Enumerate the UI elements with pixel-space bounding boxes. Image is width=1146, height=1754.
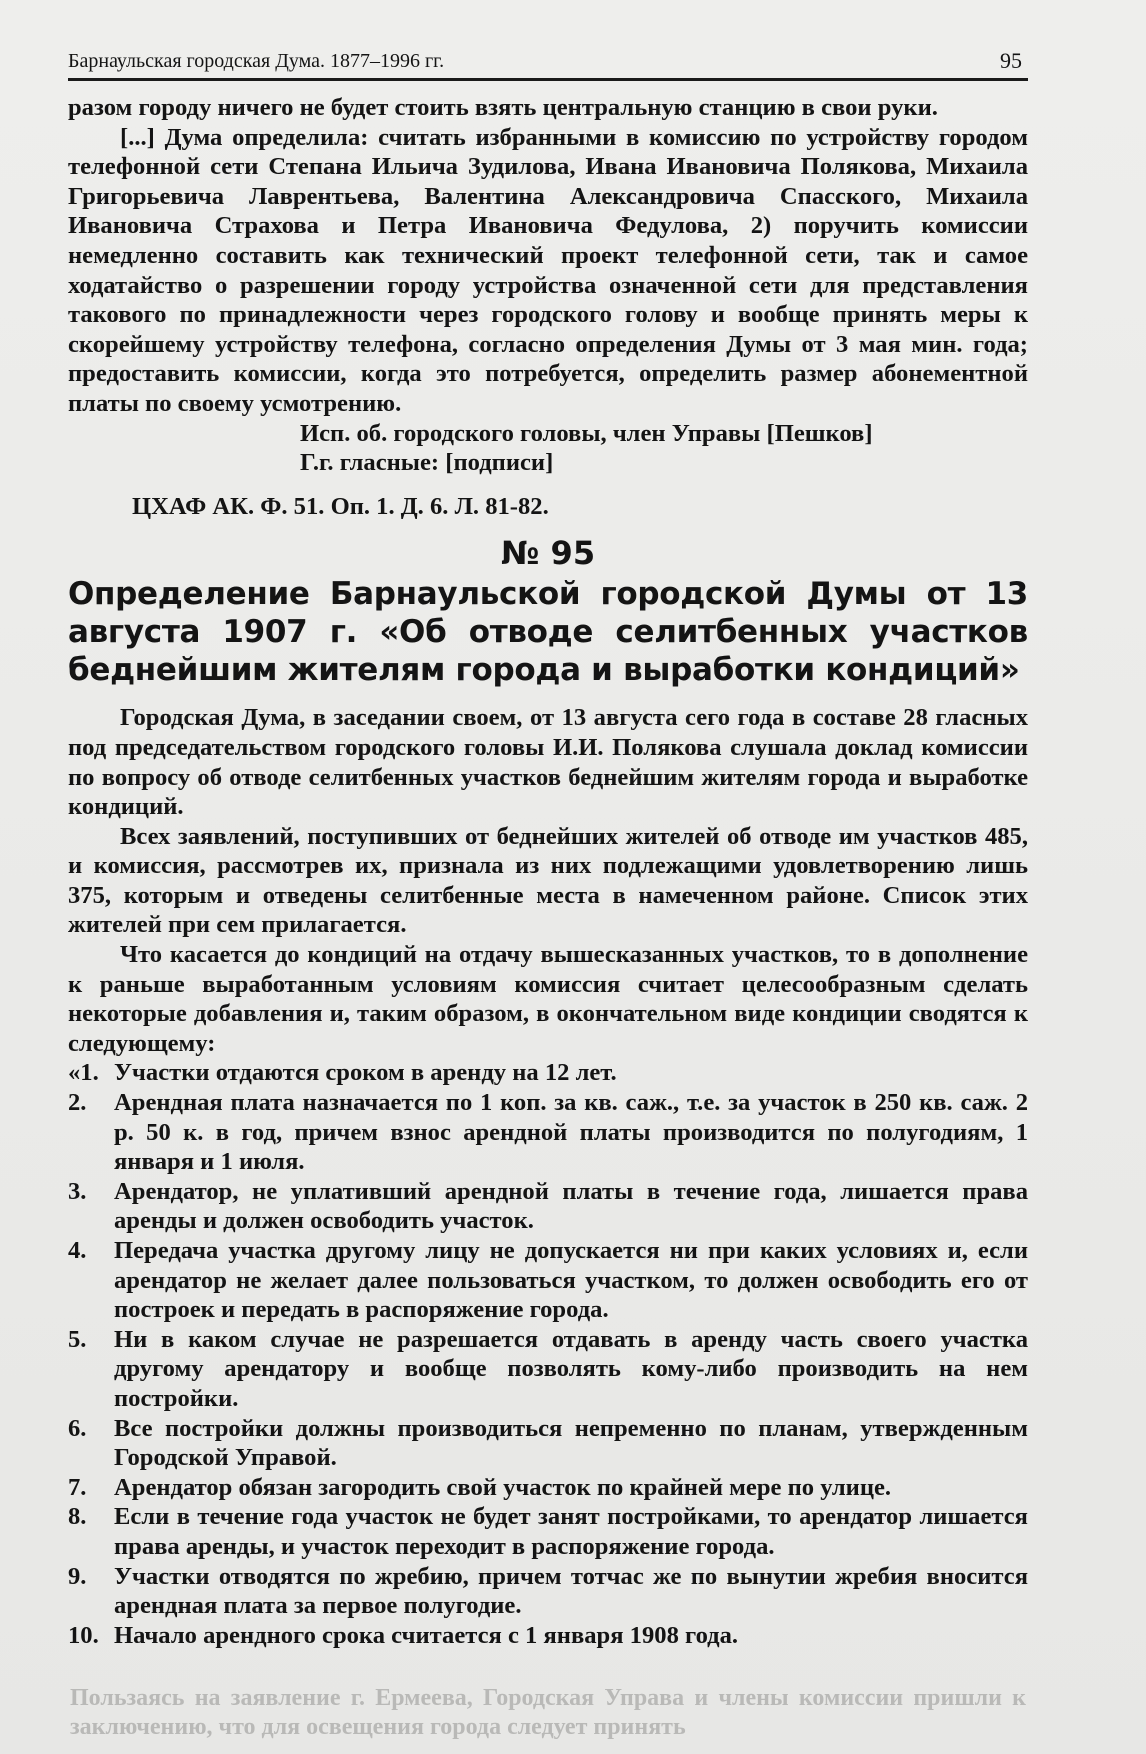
running-title: Барнаульская городская Дума. 1877–1996 гг.	[68, 50, 445, 72]
condition-number: 10.	[68, 1621, 99, 1649]
signature-councillors: Г.г. гласные: [подписи]	[300, 449, 554, 477]
condition-item	[68, 1088, 1028, 1177]
condition-item	[68, 1414, 1028, 1473]
condition-text: Если в течение года участок не будет занят постройками, то арендатор лишается права аренды, и участок переходит в распоряжение города.	[114, 1503, 1028, 1560]
archive-reference: ЦХАФ АК. Ф. 51. Оп. 1. Д. 6. Л. 81-82.	[132, 492, 549, 520]
condition-number: 7.	[68, 1473, 87, 1501]
condition-number: 4.	[68, 1237, 87, 1264]
body-paragraph-2: Всех заявлений, поступивших от беднейших жителей об отводе им участков 485, и комиссия, рассмотрев их, признала из них подлежащими удовлетворению лишь 375, которым и отведены селитбенные места в намеченном районе. Список этих жителей при сем прилагается.	[68, 822, 1028, 939]
condition-item	[68, 1058, 1028, 1088]
condition-item	[68, 1621, 1028, 1651]
page-body	[68, 93, 1028, 1650]
condition-item	[68, 1177, 1028, 1236]
bleed-through-text: Пользаясь на заявление г. Ермеева, Городская Управа и члены комиссии пришли к заключению, что для освещения города следует принять	[70, 1685, 1026, 1740]
condition-item	[68, 1502, 1028, 1561]
condition-text: Арендатор обязан загородить свой участок по крайней мере по улице.	[114, 1473, 892, 1501]
condition-number: 6.	[68, 1414, 87, 1442]
condition-text: Арендная плата назначается по 1 коп. за кв. саж., т.е. за участок в 250 кв. саж. 2 р. 50 к. в год, причем взнос арендной платы производится по полугодиям, 1 января и 1 июля.	[114, 1089, 1028, 1176]
condition-number: 3.	[68, 1177, 87, 1205]
signature-acting-head: Исп. об. городского головы, член Управы [Пешков]	[300, 419, 873, 447]
condition-item	[68, 1236, 1028, 1325]
condition-text: Ни в каком случае не разрешается отдавать в аренду часть своего участка другому арендатору и вообще позволять кому-либо производить на нем постройки.	[114, 1325, 1028, 1412]
condition-item	[68, 1325, 1028, 1414]
document-title: Определение Барнаульской городской Думы от 13 августа 1907 г. «Об отводе селитбенных участков беднейшим жителям города и выработки кондиций»	[68, 576, 1028, 689]
condition-text: Участки отводятся по жребию, причем тотчас же по вынутии жребия вносится арендная плата за первое полугодие.	[114, 1562, 1028, 1620]
condition-number: «1.	[68, 1059, 99, 1087]
condition-item	[68, 1473, 1028, 1503]
document-number: № 95	[500, 534, 596, 573]
continued-paragraph: разом городу ничего не будет стоить взять центральную станцию в свои руки.	[68, 94, 938, 121]
condition-number: 2.	[68, 1089, 87, 1117]
condition-item	[68, 1562, 1028, 1621]
duma-resolution-paragraph: [...] Дума определила: считать избранными в комиссию по устройству городом телефонной сети Степана Ильича Зудилова, Ивана Ивановича Полякова, Михаила Григорьевича Лаврентьева, Валентина Александровича Спасского, Михаила Ивановича Страхова и Петра Ивановича Федулова, 2) поручить комиссии немедленно составить как технический проект телефонной сети, так и самое ходатайство о разрешении городу устройства означенной сети для представления такового по принадлежности через городского голову и вообще принять меры к скорейшему устройству телефона, согласно определения Думы от 3 мая мин. года; предоставить комиссии, когда это потребуется, определить размер абонементной платы по своему усмотрению.	[68, 123, 1028, 417]
body-paragraph-3: Что касается до кондиций на отдачу вышесказанных участков, то в дополнение к раньше выработанным условиям комиссия считает целесообразным сделать некоторые добавления и, таким образом, в окончательном виде кондиции сводятся к следующему:	[68, 941, 1028, 1057]
condition-text: Все постройки должны производиться непременно по планам, утвержденным Городской Управой.	[114, 1414, 1028, 1472]
condition-number: 8.	[68, 1503, 87, 1531]
condition-text: Участки отдаются сроком в аренду на 12 лет.	[114, 1059, 617, 1087]
body-paragraph-1: Городская Дума, в заседании своем, от 13 августа сего года в составе 28 гласных под председательством городского головы И.И. Полякова слушала доклад комиссии по вопросу об отводе селитбенных участков беднейшим жителям города и выработке кондиций.	[68, 704, 1028, 821]
running-header	[68, 48, 1028, 81]
condition-number: 5.	[68, 1325, 87, 1353]
condition-text: Арендатор, не уплативший арендной платы в течение года, лишается права аренды и должен освободить участок.	[114, 1177, 1028, 1235]
condition-text: Передача участка другому лицу не допускается ни при каких условиях и, если арендатор не желает далее пользоваться участком, то должен освободить его от построек и передать в распоряжение города.	[114, 1237, 1028, 1324]
condition-text: Начало арендного срока считается с 1 января 1908 года.	[114, 1621, 739, 1649]
page-number: 95	[1000, 48, 1022, 73]
conditions-list	[68, 1058, 1028, 1650]
condition-number: 9.	[68, 1562, 87, 1590]
